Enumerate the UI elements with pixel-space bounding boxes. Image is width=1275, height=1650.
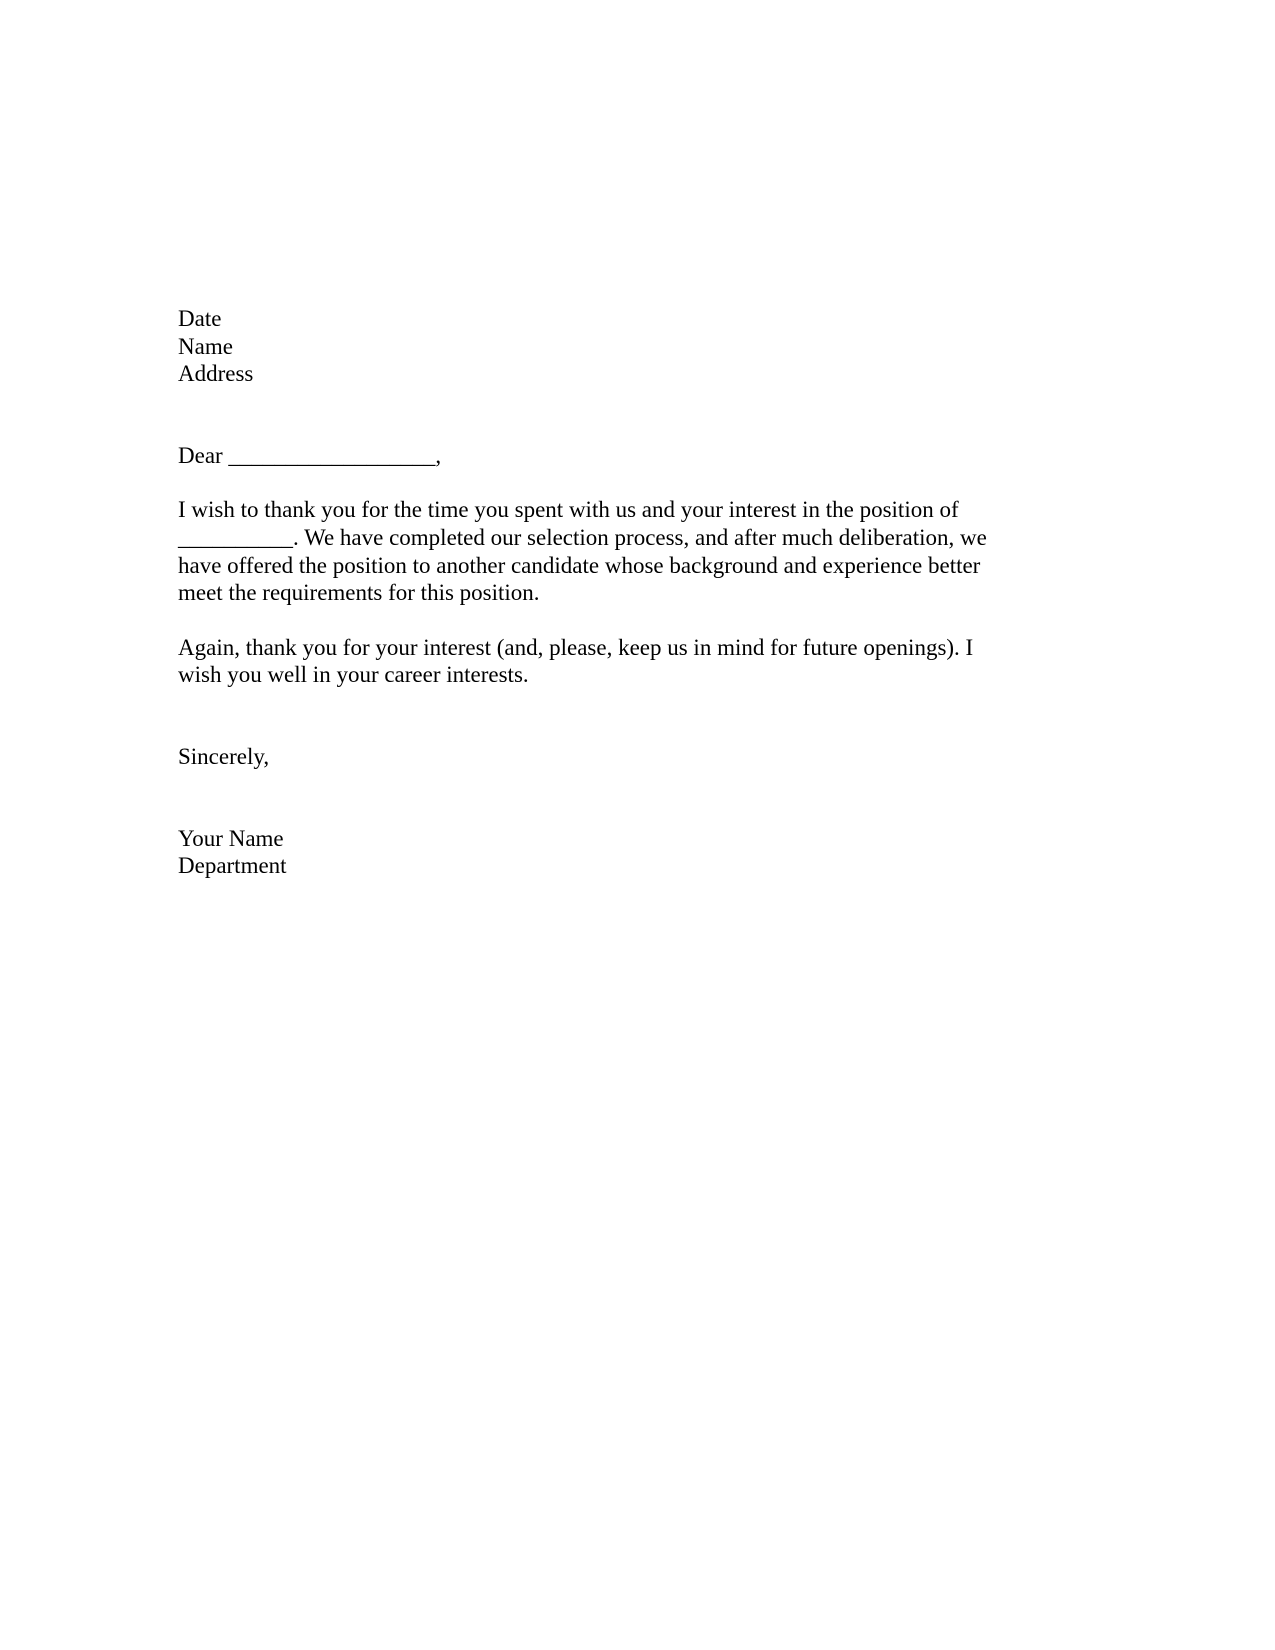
paragraph-line: Again, thank you for your interest (and, please, keep us in mind for future openings). I bbox=[178, 634, 974, 660]
paragraph-line: have offered the position to another candidate whose background and experience better bbox=[178, 552, 981, 578]
recipient-address-field: Address bbox=[178, 361, 254, 387]
sender-department: Department bbox=[178, 853, 287, 879]
paragraph-line: __________. We have completed our selection process, and after much deliberation, we bbox=[178, 524, 987, 550]
recipient-name-field: Name bbox=[178, 333, 233, 359]
body-paragraph-1 bbox=[178, 496, 1038, 606]
sender-name: Your Name bbox=[178, 825, 284, 851]
closing-text: Sincerely, bbox=[178, 743, 270, 769]
paragraph-line: I wish to thank you for the time you spent with us and your interest in the position of bbox=[178, 497, 959, 523]
rejection-letter bbox=[178, 305, 1038, 880]
body-paragraph-2 bbox=[178, 634, 1038, 689]
date-field: Date bbox=[178, 306, 222, 331]
recipient-header bbox=[178, 305, 1038, 388]
signature-block bbox=[178, 825, 1038, 880]
salutation-text: Dear __________________, bbox=[178, 442, 442, 468]
paragraph-line: wish you well in your career interests. bbox=[178, 662, 529, 688]
salutation bbox=[178, 442, 1038, 470]
paragraph-line: meet the requirements for this position. bbox=[178, 580, 540, 606]
closing bbox=[178, 743, 1038, 771]
